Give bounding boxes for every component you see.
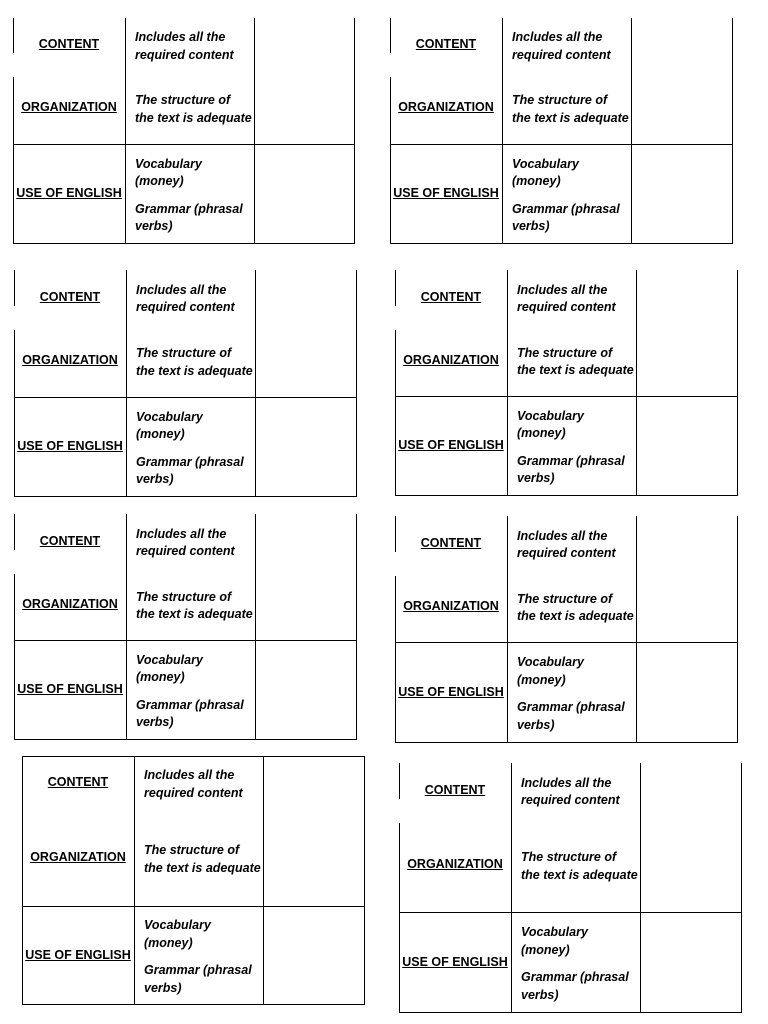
- grid-line: [22, 1004, 365, 1005]
- rubric-row-content-descriptor: [126, 22, 252, 71]
- rubric-row-organization-descriptor: [135, 813, 261, 906]
- rubric-row-organization-score-cell[interactable]: [637, 570, 737, 642]
- rubric-row-organization-descriptor: [127, 328, 253, 397]
- rubric-row-use-of-english-score-cell[interactable]: [641, 912, 741, 1012]
- rubric-row-content-descriptor: [127, 274, 253, 324]
- rubric-row-use-of-english-criterion: USE OF ENGLISH: [402, 954, 508, 969]
- rubric-row-organization-descriptor: [508, 574, 634, 642]
- rubric-row-use-of-english-descriptor: [126, 148, 252, 243]
- grid-line: [399, 1012, 742, 1013]
- rubric-row-organization-score-cell[interactable]: [637, 324, 737, 396]
- rubric-row-use-of-english-criterion: USE OF ENGLISH: [398, 684, 504, 699]
- rubric-row-use-of-english-score-cell[interactable]: [637, 396, 737, 495]
- rubric-row-use-of-english-descriptor: [512, 916, 638, 1012]
- descriptor-gap: [512, 191, 629, 201]
- descriptor-text: Vocabulary (money): [144, 918, 211, 950]
- descriptor-text: Grammar (phrasal verbs): [136, 454, 244, 486]
- rubric-table: [14, 514, 357, 740]
- rubric-row-use-of-english-criterion: USE OF ENGLISH: [17, 439, 123, 453]
- descriptor-gap: [136, 444, 253, 454]
- rubric-row-use-of-english-descriptor: [503, 148, 629, 243]
- rubric-row-content-descriptor: [135, 760, 261, 809]
- rubric-table: [390, 18, 733, 244]
- rubric-row-organization-criterion: ORGANIZATION: [22, 353, 118, 367]
- descriptor-text: Includes all the required content: [517, 528, 616, 560]
- rubric-row-content-criterion: CONTENT: [420, 535, 482, 550]
- rubric-row-content-criterion: CONTENT: [47, 775, 109, 789]
- descriptor-text: Vocabulary (money): [136, 652, 203, 684]
- rubric-row-organization-score-cell[interactable]: [641, 817, 741, 912]
- rubric-table: [395, 516, 738, 743]
- descriptor-text: Vocabulary (money): [521, 925, 588, 957]
- rubric-row-use-of-english-score-cell[interactable]: [632, 144, 732, 243]
- descriptor-gap: [521, 959, 638, 969]
- grid-line: [737, 270, 738, 496]
- descriptor-text: Grammar (phrasal verbs): [521, 970, 629, 1002]
- descriptor-text: Vocabulary (money): [136, 409, 203, 441]
- grid-line: [395, 742, 738, 743]
- rubric-row-use-of-english-score-cell[interactable]: [256, 640, 356, 739]
- rubric-row-content-score-cell[interactable]: [637, 270, 737, 324]
- rubric-row-use-of-english-criterion: USE OF ENGLISH: [25, 947, 131, 962]
- grid-line: [737, 516, 738, 743]
- rubric-row-use-of-english-criterion: USE OF ENGLISH: [16, 186, 122, 200]
- descriptor-text: Includes all the required content: [517, 282, 616, 314]
- grid-line: [395, 495, 738, 496]
- rubric-row-content-score-cell[interactable]: [255, 18, 354, 71]
- grid-line: [356, 270, 357, 497]
- rubric-row-use-of-english-score-cell[interactable]: [256, 397, 356, 496]
- rubric-row-organization-descriptor: [508, 328, 634, 396]
- grid-line: [364, 756, 365, 1005]
- descriptor-text: The structure of the text is adequate: [512, 93, 629, 125]
- rubric-row-content-descriptor: [508, 520, 634, 570]
- rubric-row-organization-criterion: ORGANIZATION: [403, 352, 499, 367]
- grid-line: [732, 18, 733, 244]
- descriptor-text: Vocabulary (money): [512, 156, 579, 188]
- rubric-row-use-of-english-score-cell[interactable]: [264, 906, 364, 1004]
- descriptor-gap: [144, 952, 261, 962]
- descriptor-text: Grammar (phrasal verbs): [136, 697, 244, 729]
- descriptor-text: Grammar (phrasal verbs): [517, 453, 625, 485]
- descriptor-text: The structure of the text is adequate: [521, 850, 638, 882]
- descriptor-text: The structure of the text is adequate: [517, 591, 634, 623]
- rubric-row-use-of-english-criterion: USE OF ENGLISH: [393, 186, 499, 200]
- descriptor-text: Grammar (phrasal verbs): [512, 201, 620, 233]
- rubric-row-content-score-cell[interactable]: [637, 516, 737, 570]
- rubric-table: [13, 18, 355, 244]
- descriptor-text: Vocabulary (money): [135, 156, 202, 188]
- descriptor-gap: [517, 689, 634, 699]
- rubric-row-use-of-english-score-cell[interactable]: [637, 642, 737, 742]
- rubric-row-organization-descriptor: [503, 75, 629, 144]
- rubric-table: [399, 763, 742, 1013]
- descriptor-gap: [135, 191, 252, 201]
- rubric-table: [22, 756, 365, 1005]
- rubric-row-content-descriptor: [503, 22, 629, 71]
- rubric-row-content-criterion: CONTENT: [39, 289, 101, 304]
- rubric-row-organization-criterion: ORGANIZATION: [403, 598, 499, 613]
- rubric-row-content-criterion: CONTENT: [420, 289, 482, 304]
- rubric-row-content-score-cell[interactable]: [256, 270, 356, 324]
- rubric-row-content-descriptor: [127, 518, 253, 568]
- rubric-row-use-of-english-score-cell[interactable]: [255, 144, 354, 243]
- descriptor-text: The structure of the text is adequate: [135, 93, 252, 125]
- rubric-row-content-score-cell[interactable]: [632, 18, 732, 71]
- rubric-row-content-descriptor: [508, 274, 634, 324]
- rubric-row-organization-score-cell[interactable]: [632, 71, 732, 144]
- descriptor-text: Vocabulary (money): [517, 408, 584, 440]
- rubric-row-use-of-english-descriptor: [135, 910, 261, 1004]
- descriptor-text: The structure of the text is adequate: [136, 589, 253, 621]
- descriptor-text: Grammar (phrasal verbs): [144, 963, 252, 995]
- rubric-row-content-criterion: CONTENT: [38, 37, 100, 51]
- descriptor-gap: [517, 443, 634, 453]
- rubric-row-organization-criterion: ORGANIZATION: [407, 857, 503, 871]
- rubric-row-organization-criterion: ORGANIZATION: [21, 100, 117, 114]
- descriptor-text: The structure of the text is adequate: [144, 843, 261, 875]
- rubric-row-organization-score-cell[interactable]: [255, 71, 354, 144]
- rubric-row-organization-descriptor: [512, 821, 638, 912]
- grid-line: [354, 18, 355, 244]
- descriptor-text: Includes all the required content: [136, 282, 235, 314]
- rubric-row-organization-descriptor: [127, 572, 253, 640]
- descriptor-text: Includes all the required content: [512, 30, 611, 62]
- rubric-row-organization-criterion: ORGANIZATION: [398, 100, 494, 114]
- descriptor-text: Includes all the required content: [144, 768, 243, 800]
- descriptor-text: Vocabulary (money): [517, 655, 584, 687]
- rubric-row-content-criterion: CONTENT: [424, 782, 486, 797]
- descriptor-text: Grammar (phrasal verbs): [135, 201, 243, 233]
- grid-line: [390, 243, 733, 244]
- rubric-row-use-of-english-descriptor: [127, 401, 253, 496]
- grid-line: [14, 496, 357, 497]
- grid-line: [14, 739, 357, 740]
- rubric-row-use-of-english-descriptor: [508, 646, 634, 742]
- rubric-row-organization-score-cell[interactable]: [256, 324, 356, 397]
- rubric-row-use-of-english-descriptor: [127, 644, 253, 739]
- rubric-row-content-score-cell[interactable]: [641, 763, 741, 817]
- descriptor-text: Includes all the required content: [521, 775, 620, 807]
- rubric-row-content-score-cell[interactable]: [264, 756, 364, 809]
- grid-line: [13, 243, 355, 244]
- grid-line: [741, 763, 742, 1013]
- descriptor-gap: [136, 687, 253, 697]
- rubric-row-use-of-english-criterion: USE OF ENGLISH: [398, 438, 504, 452]
- rubric-row-organization-score-cell[interactable]: [264, 809, 364, 906]
- rubric-table: [395, 270, 738, 496]
- rubric-row-organization-criterion: ORGANIZATION: [30, 850, 126, 864]
- rubric-row-use-of-english-descriptor: [508, 400, 634, 495]
- rubric-table: [14, 270, 357, 497]
- rubric-row-organization-score-cell[interactable]: [256, 568, 356, 640]
- descriptor-text: Grammar (phrasal verbs): [517, 700, 625, 732]
- rubric-row-content-score-cell[interactable]: [256, 514, 356, 568]
- descriptor-text: The structure of the text is adequate: [136, 346, 253, 378]
- grid-line: [356, 514, 357, 740]
- rubric-row-organization-descriptor: [126, 75, 252, 144]
- descriptor-text: The structure of the text is adequate: [517, 345, 634, 377]
- rubric-row-content-criterion: CONTENT: [415, 37, 477, 51]
- rubric-row-use-of-english-criterion: USE OF ENGLISH: [17, 682, 123, 696]
- descriptor-text: Includes all the required content: [136, 526, 235, 558]
- rubric-row-content-descriptor: [512, 767, 638, 817]
- rubric-row-organization-criterion: ORGANIZATION: [22, 596, 118, 611]
- descriptor-text: Includes all the required content: [135, 30, 234, 62]
- rubric-row-content-criterion: CONTENT: [39, 533, 101, 548]
